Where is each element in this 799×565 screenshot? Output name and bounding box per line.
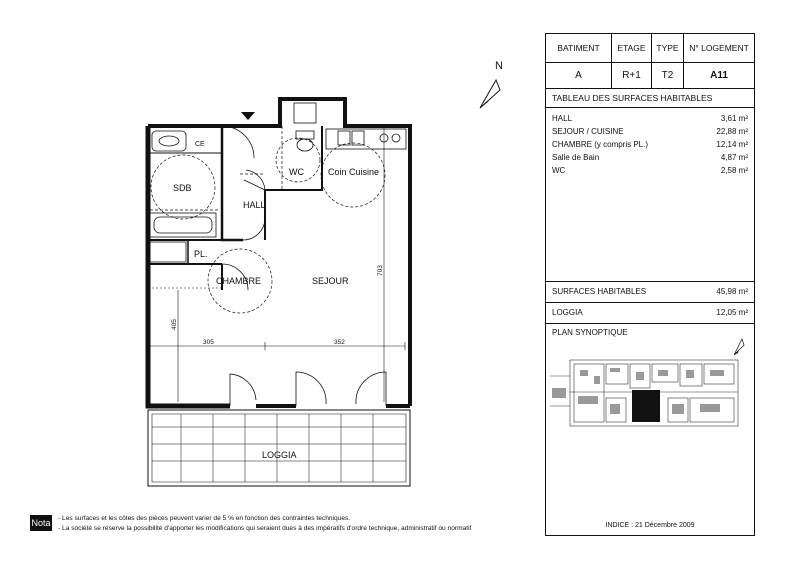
row-label: SEJOUR / CUISINE [552,127,624,136]
card-values-row [546,63,754,89]
header-type: TYPE [652,34,684,62]
value-batiment: A [546,63,612,88]
nota-text [58,514,471,534]
room-label-ce: CE [195,141,205,148]
room-label-pl: PL. [194,249,208,259]
synoptic-highlight-unit [632,390,660,422]
value-logement: A11 [710,70,728,81]
loggia-value: 12,05 m² [716,308,748,317]
surfaces-table [546,108,754,282]
row-value: 2,58 m² [720,166,748,175]
plan-synoptique-title: PLAN SYNOPTIQUE [552,328,628,337]
north-arrow-icon [474,60,514,112]
info-card [545,33,755,536]
total-surfaces-row [546,282,754,303]
north-label: N [495,60,503,72]
room-label-wc: WC [289,167,304,177]
row-value: 12,14 m² [716,140,748,149]
row-label: CHAMBRE (y compris PL.) [552,140,649,149]
loggia-label: LOGGIA [552,308,583,317]
header-logement: N° LOGEMENT [689,43,749,53]
room-label-sejour: SEJOUR [312,276,349,286]
dimension-405: 405 [171,319,178,330]
total-surfaces-label: SURFACES HABITABLES [552,287,647,296]
room-label-hall: HALL [243,200,266,210]
table-row [552,112,748,125]
row-label: HALL [552,114,573,123]
value-etage: R+1 [612,63,652,88]
dimension-305: 305 [203,339,214,346]
table-row [552,164,748,177]
room-label-sdb: SDB [173,183,192,193]
nota-line-2: - La société se réserve la possibilité d'apporter les modifications qui seraient dues à des impératifs d'ordre technique, administratif ou normatif [58,525,472,532]
surfaces-table-title: TABLEAU DES SURFACES HABITABLES [546,89,754,108]
plan-synoptique-image [550,346,750,430]
row-label: Salle de Bain [552,153,600,162]
card-header-row [546,34,754,63]
room-label-coin-cuisine: Coin Cuisine [328,167,380,177]
row-label: WC [552,166,566,175]
nota-line-1: - Les surfaces et les côtes des pièces peuvent varier de 5 % en fonction des contraintes techniques. [58,515,351,522]
total-surfaces-value: 45,98 m² [716,287,748,296]
dimension-703: 703 [377,265,384,276]
table-row [552,138,748,151]
row-value: 4,87 m² [720,153,748,162]
room-label-chambre: CHAMBRE [216,276,262,286]
table-row [552,151,748,164]
row-value: 3,61 m² [720,114,748,123]
loggia-row [546,303,754,324]
west-wall [148,126,230,406]
header-etage: ETAGE [612,34,652,62]
loggia-outline [148,410,410,486]
dimension-352: 352 [334,339,345,346]
header-batiment: BATIMENT [546,34,612,62]
nota-badge: Nota [30,515,52,531]
value-type: T2 [652,63,684,88]
entry-arrow-icon [241,112,255,120]
row-value: 22,88 m² [716,127,748,136]
indice-date: INDICE : 21 Décembre 2009 [605,522,695,529]
room-label-loggia: LOGGIA [262,450,297,460]
table-row [552,125,748,138]
